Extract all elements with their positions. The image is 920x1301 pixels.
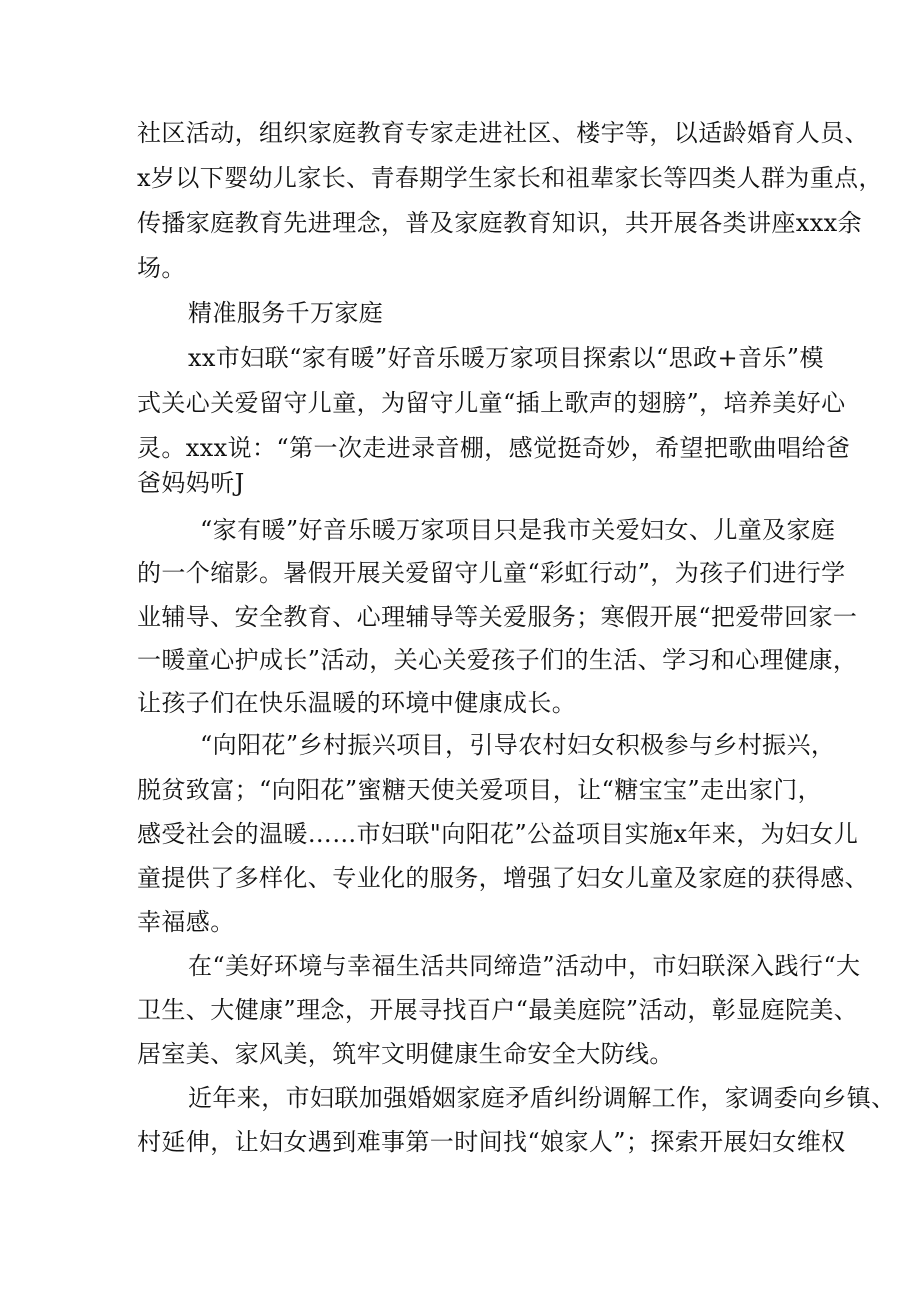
paragraph-line: 让孩子们在快乐温暖的环境中健康成长。	[137, 689, 577, 717]
paragraph-line: “向阳花”乡村振兴项目，引导农村妇女积极参与乡村振兴，	[200, 731, 836, 759]
paragraph-line: 爸妈妈听J	[137, 469, 245, 497]
paragraph-line: 传播家庭教育先进理念，普及家庭教育知识，共开展各类讲座xxx余	[137, 209, 863, 237]
paragraph-line: 村延伸，让妇女遇到难事第一时间找“娘家人”；探索开展妇女维权	[137, 1128, 846, 1156]
paragraph-line: 式关心关爱留守儿童，为留守儿童“插上歌声的翅膀”，培养美好心	[137, 389, 846, 417]
paragraph-line: 在“美好环境与幸福生活共同缔造”活动中，市妇联深入践行“大	[188, 952, 861, 980]
paragraph-line: xx市妇联“家有暖”好音乐暖万家项目探索以“思政+音乐”模	[188, 344, 824, 372]
paragraph-line: 灵。xxx说：“第一次走进录音棚，感觉挺奇妙，希望把歌曲唱给爸	[137, 434, 851, 462]
paragraph-line: 幸福感。	[137, 908, 235, 936]
paragraph-line: 一暖童心护成长”活动，关心关爱孩子们的生活、学习和心理健康，	[137, 646, 858, 674]
paragraph-line: 近年来，市妇联加强婚姻家庭矛盾纠纷调解工作，家调委向乡镇、	[188, 1084, 896, 1112]
paragraph-line: 社区活动，组织家庭教育专家走进社区、楼宇等，以适龄婚育人员、	[137, 119, 869, 147]
paragraph-line: 场。	[137, 254, 186, 282]
paragraph-line: 的一个缩影。暑假开展关爱留守儿童“彩虹行动”，为孩子们进行学	[137, 559, 846, 587]
paragraph-line: x岁以下婴幼儿家长、青春期学生家长和祖辈家长等四类人群为重点，	[137, 164, 883, 192]
paragraph-line: 居室美、家风美，筑牢文明健康生命安全大防线。	[137, 1040, 674, 1068]
paragraph-line: 童提供了多样化、专业化的服务，增强了妇女儿童及家庭的获得感、	[137, 864, 869, 892]
paragraph-line: 卫生、大健康”理念，开展寻找百户“最美庭院”活动，彰显庭院美、	[137, 996, 859, 1024]
paragraph-line: 感受社会的温暖……市妇联"向阳花”公益项目实施x年来，为妇女儿	[137, 820, 859, 848]
paragraph-line: 脱贫致富；“向阳花”蜜糖天使关爱项目，让“糖宝宝”走出家门，	[137, 776, 823, 804]
paragraph-line: 业辅导、安全教育、心理辅导等关爱服务；寒假开展“把爱带回家一	[137, 603, 858, 631]
section-heading: 精准服务千万家庭	[188, 299, 384, 327]
paragraph-line: “家有暖”好音乐暖万家项目只是我市关爱妇女、儿童及家庭	[200, 516, 836, 544]
